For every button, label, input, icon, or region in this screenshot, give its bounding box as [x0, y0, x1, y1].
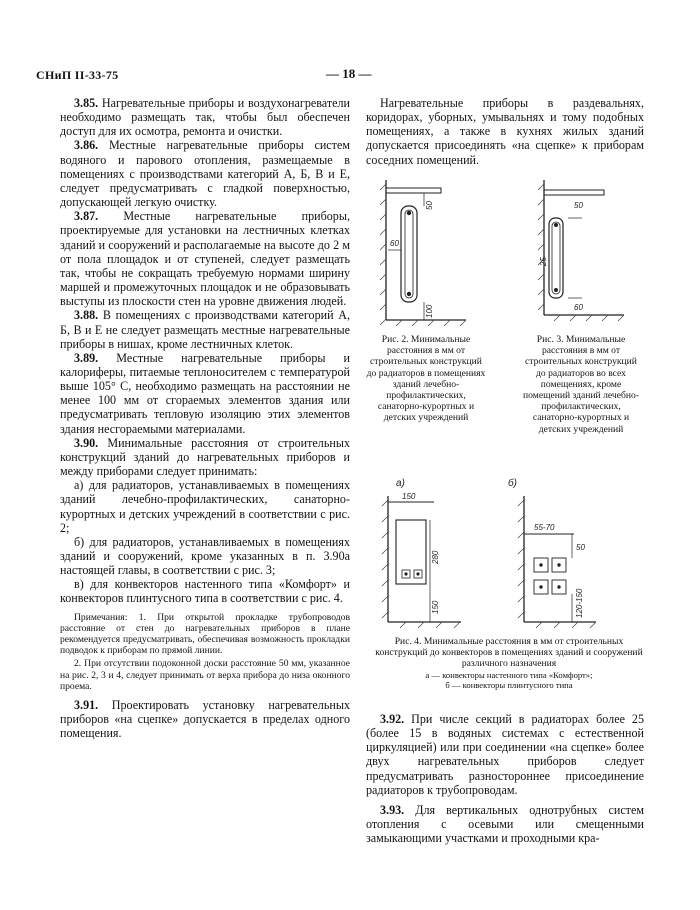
paragraph-3-87: 3.87. Местные нагревательные приборы, проектируемые для установки на лестничных клетках зданий и сооружений и располагаемые на высоте до 2 м от пола площадок и от ступеней, следует размещать так, чтобы не сокращать требуемую нормами ширину маршей и промежуточных площадок и не образовывать выступы из плоскости стен на уровне движения людей.	[60, 209, 350, 309]
list-item-a: а) для радиаторов, устанавливаемых в помещениях зданий лечебно-профилактических, санаторно-курортных и детских учреждений в соответствии с рис. 2;	[60, 478, 350, 535]
figure-4a-drawing	[382, 492, 461, 628]
fig2-dim-top: 50	[425, 201, 434, 210]
page-header	[36, 68, 664, 86]
fig4-label-a: а)	[396, 478, 405, 489]
figure-3-caption-box	[522, 334, 640, 435]
paragraph-3-86: 3.86. Местные нагревательные приборы систем водяного и парового отопления, размещаемые в помещениях с производствами категорий А, Б, В и Е, следует предусматривать с гладкой поверхностью, допускающей легкую очистку.	[60, 138, 350, 210]
document-code: СНиП II-33-75	[36, 68, 119, 82]
figure-2-drawing	[380, 180, 466, 326]
paragraph-3-89: 3.89. Местные нагревательные приборы и калориферы, питаемые теплоносителем с температурой выше 105° С, необходимо размещать на расстоянии не менее 100 мм от сгораемых элементов здания или предусматривать тепловую изоляцию этих элементов здания несгораемыми материалами.	[60, 350, 350, 436]
paragraph-intro: Нагревательные приборы в раздевальнях, коридорах, уборных, умывальнях и тому подобных помещениях, а также в кухнях жилых зданий допускается присоединять «на сцепке» к приборам соседних помещений.	[366, 96, 644, 167]
figure-4-legend-b: б — конвекторы плинтусного типа	[445, 679, 573, 690]
fig4a-dim-mid: 280	[431, 550, 440, 564]
fig4b-dim-top: 55-70	[534, 523, 555, 532]
figure-4-legend-a: а — конвекторы настенного типа «Комфорт»;	[425, 669, 593, 680]
figure-4	[366, 472, 656, 632]
right-column-top	[366, 96, 644, 167]
fig2-dim-bottom: 100	[425, 304, 434, 318]
paragraph-3-88: 3.88. В помещениях с производствами категорий А, Б, В и Е не следует размещать местные нагревательные приборы в нишах, кроме лестничных клеток.	[60, 308, 350, 351]
left-column	[60, 96, 350, 741]
paragraph-3-90: 3.90. Минимальные расстояния от строительных конструкций зданий до нагревательных приборов и между приборами следует принимать:	[60, 435, 350, 479]
paragraph-3-93: 3.93. Для вертикальных однотрубных систем отопления с осевыми или смещенными замыкающими участками и проходными кра-	[366, 802, 644, 846]
fig4b-dim-bottom: 120-150	[575, 588, 584, 618]
fig4b-dim-mid: 50	[576, 543, 585, 552]
list-item-c: в) для конвекторов настенного типа «Комфорт» и конвекторов плинтусного типа в соответствии с рис. 4.	[60, 577, 350, 606]
fig2-dim-side: 60	[390, 239, 399, 248]
figures-2-3	[366, 180, 656, 330]
fig4-label-b: б)	[508, 478, 517, 489]
fig4a-dim-top: 150	[402, 492, 416, 501]
paragraph-3-91: 3.91. Проектировать установку нагревательных приборов «на сцепке» допускается в пределах одного помещения.	[60, 698, 350, 741]
figure-4-caption: Рис. 4. Минимальные расстояния в мм от строительных конструкций до конвекторов в помещениях зданий и сооружений различного назначения	[375, 636, 643, 670]
figure-4-caption-box	[374, 636, 644, 690]
fig3-dim-top: 50	[574, 201, 583, 210]
paragraph-3-92: 3.92. При числе секций в радиаторах более 25 (более 15 в водяных системах с естественной циркуляцией) или при соединении «на сцепке» более двух нагревательных приборов следует предусматривать разностороннее присоединение радиаторов к трубопроводам.	[366, 712, 644, 797]
right-column-bottom	[366, 712, 644, 845]
paragraph-3-85: 3.85. Нагревательные приборы и воздухонагреватели необходимо размещать так, чтобы был обеспечен доступ для их осмотра, ремонта и очистки.	[60, 96, 350, 139]
list-item-b: б) для радиаторов, устанавливаемых в помещениях зданий и сооружений, кроме указанных в п. 3.90а настоящей главы, в соответствии с рис. 3;	[60, 534, 350, 578]
figure-3-caption: Рис. 3. Минимальные расстояния в мм от строительных конструкций до радиаторов во всех помещениях, кроме помещений зданий лечебно-профилактических, санаторно-курортных и детских учреждений	[523, 334, 639, 435]
figure-2-caption-box	[366, 334, 486, 424]
figure-2-caption: Рис. 2. Минимальные расстояния в мм от строительных конструкций до радиаторов в помещениях зданий лечебно-профилактических, санаторно-курортных и детских учреждений	[366, 334, 486, 424]
fig3-dim-side: 25	[539, 257, 548, 266]
note-1: Примечания: 1. При открытой прокладке трубопроводов расстояние от стен до нагревательных приборов в плане рекомендуется предусматривать, обеспечивая возможность прокладки подводок к приборам по прямой линии.	[60, 611, 350, 657]
figure-4b-drawing	[518, 496, 596, 628]
figure-3-drawing	[538, 180, 624, 321]
figure-2-3-drawings	[366, 180, 656, 330]
fig4a-dim-bottom: 150	[431, 600, 440, 614]
note-2: 2. При отсутствии подоконной доски расстояние 50 мм, указанное на рис. 2, 3 и 4, следует принимать от верха прибора до низа оконного проема.	[60, 658, 350, 692]
fig3-dim-bottom: 60	[574, 303, 583, 312]
page-number: — 18 —	[326, 66, 372, 81]
figure-4-drawings	[366, 472, 656, 632]
